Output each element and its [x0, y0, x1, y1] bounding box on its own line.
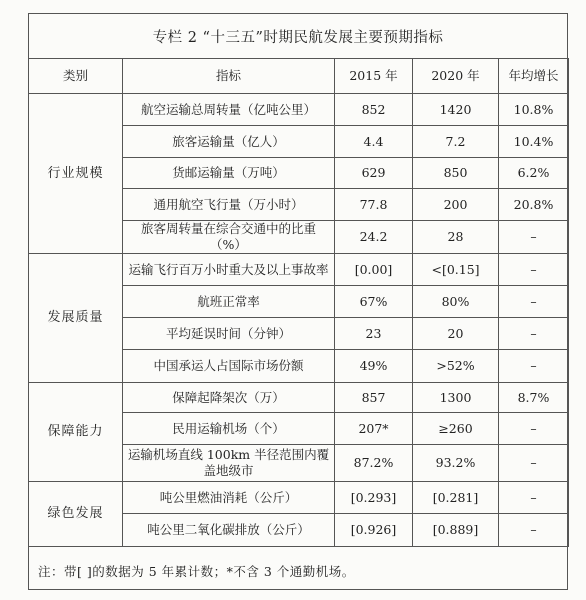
value-2020-cell: [0.889]: [413, 514, 499, 547]
value-2015-cell: 857: [335, 383, 413, 413]
indicator-cell: 保障起降架次（万）: [123, 383, 335, 413]
value-2020-cell: 7.2: [413, 126, 499, 158]
table-row: [29, 94, 569, 126]
growth-cell: 20.8%: [499, 189, 569, 221]
indicator-cell: 旅客周转量在综合交通中的比重（%）: [123, 221, 335, 254]
growth-cell: –: [499, 286, 569, 318]
indicator-cell: 运输飞行百万小时重大及以上事故率: [123, 254, 335, 286]
indicator-cell: 吨公里燃油消耗（公斤）: [123, 482, 335, 514]
value-2015-cell: 23: [335, 318, 413, 350]
value-2015-cell: [0.293]: [335, 482, 413, 514]
footnote: 注：带[ ]的数据为 5 年累计数；*不含 3 个通勤机场。: [38, 564, 355, 579]
value-2020-cell: 80%: [413, 286, 499, 318]
indicator-cell: 民用运输机场（个）: [123, 413, 335, 445]
growth-cell: –: [499, 482, 569, 514]
value-2015-cell: 629: [335, 158, 413, 189]
value-2020-cell: 1300: [413, 383, 499, 413]
category-cell: 绿色发展: [29, 482, 123, 547]
header-category: 类别: [29, 59, 123, 94]
value-2020-cell: 93.2%: [413, 445, 499, 482]
growth-cell: –: [499, 221, 569, 254]
header-indicator: 指标: [123, 59, 335, 94]
header-row: [29, 59, 569, 94]
value-2015-cell: 4.4: [335, 126, 413, 158]
value-2015-cell: [0.926]: [335, 514, 413, 547]
value-2020-cell: 850: [413, 158, 499, 189]
indicator-cell: 平均延误时间（分钟）: [123, 318, 335, 350]
category-cell: 发展质量: [29, 254, 123, 383]
growth-cell: –: [499, 350, 569, 383]
value-2015-cell: 67%: [335, 286, 413, 318]
value-2020-cell: ≥260: [413, 413, 499, 445]
table-row: [29, 254, 569, 286]
value-2015-cell: [0.00]: [335, 254, 413, 286]
value-2020-cell: <[0.15]: [413, 254, 499, 286]
table-row: [29, 482, 569, 514]
growth-cell: 6.2%: [499, 158, 569, 189]
header-2015: 2015 年: [335, 59, 413, 94]
category-cell: 行业规模: [29, 94, 123, 254]
value-2020-cell: 200: [413, 189, 499, 221]
indicators-table: [28, 58, 569, 547]
header-2020: 2020 年: [413, 59, 499, 94]
growth-cell: 10.8%: [499, 94, 569, 126]
value-2020-cell: [0.281]: [413, 482, 499, 514]
growth-cell: –: [499, 514, 569, 547]
value-2015-cell: 24.2: [335, 221, 413, 254]
table-body: [29, 94, 569, 547]
value-2020-cell: 20: [413, 318, 499, 350]
value-2015-cell: 77.8: [335, 189, 413, 221]
growth-cell: –: [499, 445, 569, 482]
growth-cell: –: [499, 413, 569, 445]
indicator-cell: 旅客运输量（亿人）: [123, 126, 335, 158]
value-2015-cell: 49%: [335, 350, 413, 383]
value-2020-cell: 28: [413, 221, 499, 254]
indicator-cell: 中国承运人占国际市场份额: [123, 350, 335, 383]
indicator-cell: 航空运输总周转量（亿吨公里）: [123, 94, 335, 126]
growth-cell: 10.4%: [499, 126, 569, 158]
growth-cell: –: [499, 254, 569, 286]
indicator-cell: 货邮运输量（万吨）: [123, 158, 335, 189]
value-2020-cell: >52%: [413, 350, 499, 383]
table-caption: 专栏 2 “十三五”时期民航发展主要预期指标: [152, 29, 444, 46]
indicator-cell: 航班正常率: [123, 286, 335, 318]
value-2015-cell: 87.2%: [335, 445, 413, 482]
indicator-cell: 运输机场直线 100km 半径范围内覆盖地级市: [123, 445, 335, 482]
header-growth: 年均增长: [499, 59, 569, 94]
category-cell: 保障能力: [29, 383, 123, 482]
growth-cell: 8.7%: [499, 383, 569, 413]
indicator-cell: 通用航空飞行量（万小时）: [123, 189, 335, 221]
table-row: [29, 383, 569, 413]
growth-cell: –: [499, 318, 569, 350]
value-2015-cell: 852: [335, 94, 413, 126]
value-2015-cell: 207*: [335, 413, 413, 445]
indicator-cell: 吨公里二氧化碳排放（公斤）: [123, 514, 335, 547]
value-2020-cell: 1420: [413, 94, 499, 126]
